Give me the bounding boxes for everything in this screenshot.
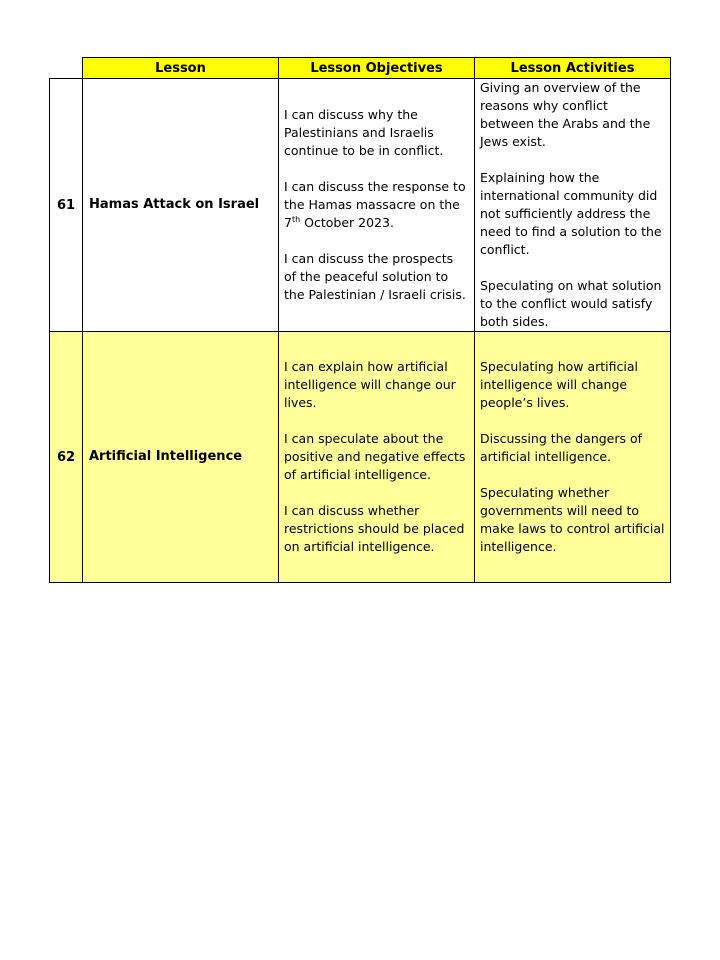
objective-item: I can discuss why the Palestinians and Israelis continue to be in conflict.: [284, 107, 444, 158]
header-activities: Lesson Activities: [475, 58, 671, 79]
activities-cell: [475, 79, 671, 332]
lesson-title: Hamas Attack on Israel: [83, 79, 279, 332]
objectives-cell: [279, 332, 475, 583]
lesson-plan-table: [49, 57, 671, 583]
header-lesson: Lesson: [83, 58, 279, 79]
objective-item: I can speculate about the positive and negative effects of artificial intelligence.: [284, 431, 466, 482]
lesson-title: Artificial Intelligence: [83, 332, 279, 583]
objective-item: I can discuss whether restrictions should be placed on artificial intelligence.: [284, 503, 465, 554]
objectives-cell: [279, 79, 475, 332]
activities-cell: [475, 332, 671, 583]
objective-item: I can discuss the prospects of the peaceful solution to the Palestinian / Israeli crisis.: [284, 251, 466, 302]
header-objectives: Lesson Objectives: [279, 58, 475, 79]
activity-item: Giving an overview of the reasons why conflict between the Arabs and the Jews exist.: [480, 80, 651, 149]
objective-item: I can explain how artificial intelligence will change our lives.: [284, 359, 456, 410]
activity-item: Speculating on what solution to the conflict would satisfy both sides.: [480, 278, 662, 329]
activity-item: Speculating how artificial intelligence will change people’s lives.: [480, 359, 638, 410]
lesson-number: 61: [50, 79, 83, 332]
activity-item: Explaining how the international community did not sufficiently address the need to find a solution to the conflict.: [480, 170, 662, 257]
objective-item: I can discuss the response to the Hamas massacre on the 7th October 2023.: [284, 179, 466, 230]
activity-item: Discussing the dangers of artificial intelligence.: [480, 431, 643, 464]
table-row: [50, 332, 671, 583]
lesson-number: 62: [50, 332, 83, 583]
table-header: [50, 58, 671, 79]
header-blank-cell: [50, 58, 83, 79]
table-row: [50, 79, 671, 332]
activity-item: Speculating whether governments will need to make laws to control artificial intelligence.: [480, 485, 665, 554]
